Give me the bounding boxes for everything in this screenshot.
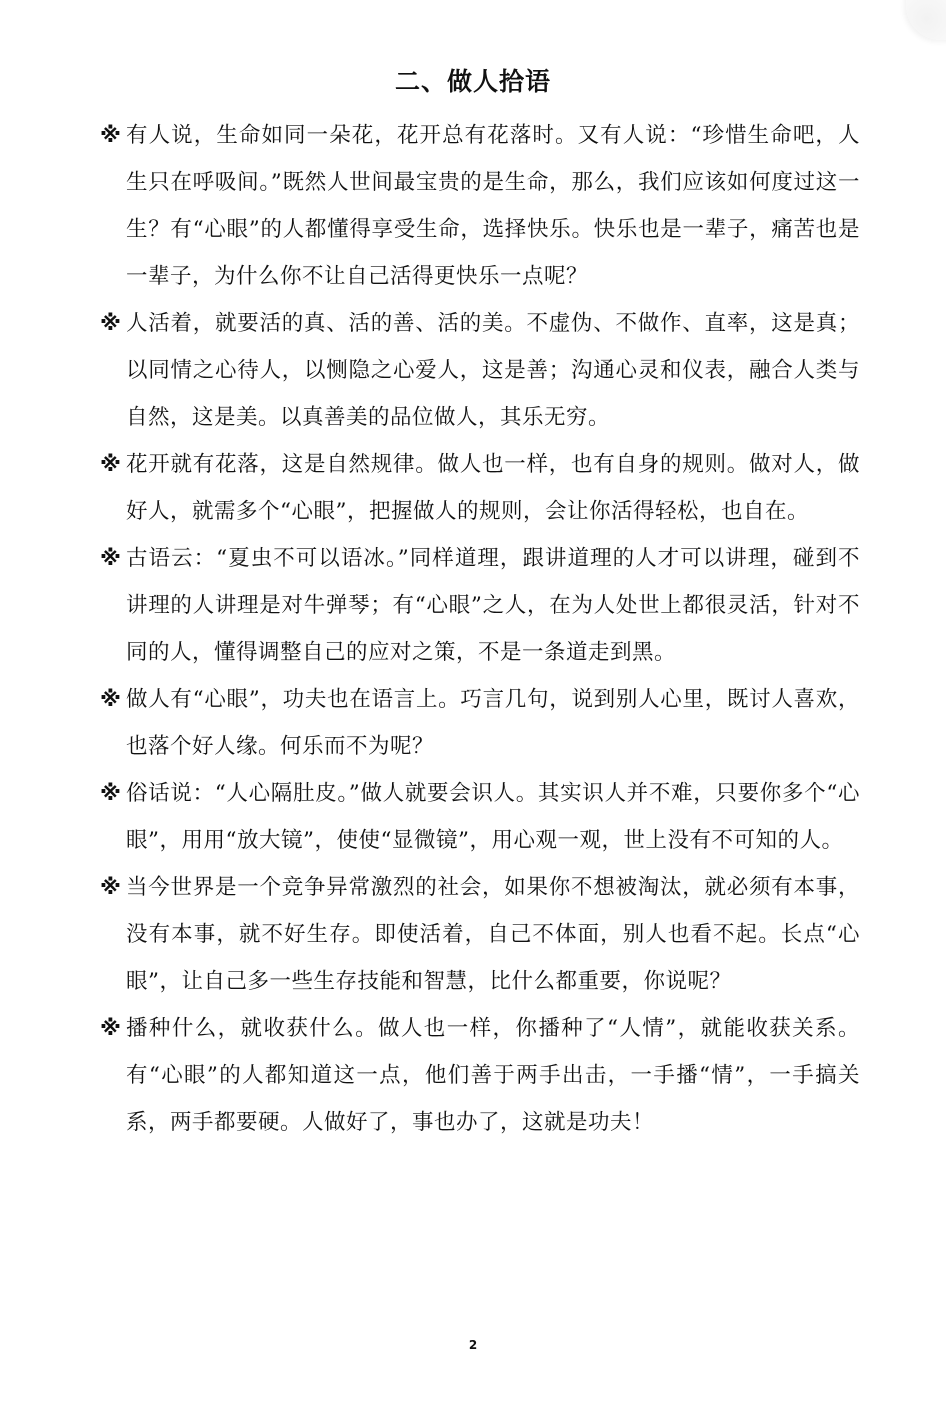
paragraph-6 (100, 770, 860, 864)
reference-mark-icon: ※ (100, 875, 122, 900)
paragraph-8 (100, 1005, 860, 1146)
paragraph-text: 做人有“心眼”，功夫也在语言上。巧言几句，说到别人心里，既讨人喜欢，也落个好人缘。何乐而不为呢？ (126, 687, 860, 759)
paragraph-4 (100, 535, 860, 676)
reference-mark-icon: ※ (100, 781, 122, 806)
paragraph-text: 播种什么，就收获什么。做人也一样，你播种了“人情”，就能收获关系。有“心眼”的人都知道这一点，他们善于两手出击，一手播“情”，一手搞关系，两手都要硬。人做好了，事也办了，这就是功夫！ (126, 1016, 860, 1135)
page-number: 2 (468, 1338, 478, 1352)
page-corner-shadow (906, 0, 946, 40)
page-title: 二、做人拾语 (394, 67, 551, 96)
reference-mark-icon: ※ (100, 311, 122, 336)
paragraph-2 (100, 300, 860, 441)
reference-mark-icon: ※ (100, 546, 122, 571)
reference-mark-icon: ※ (100, 687, 122, 712)
paragraph-text: 当今世界是一个竞争异常激烈的社会，如果你不想被淘汰，就必须有本事，没有本事，就不好生存。即使活着，自己不体面，别人也看不起。长点“心眼”，让自己多一些生存技能和智慧，比什么都重要，你说呢？ (126, 875, 860, 994)
document-body (100, 112, 860, 1146)
paragraph-text: 古语云：“夏虫不可以语冰。”同样道理，跟讲道理的人才可以讲理，碰到不讲理的人讲理是对牛弹琴；有“心眼”之人，在为人处世上都很灵活，针对不同的人，懂得调整自己的应对之策，不是一条道走到黑。 (126, 546, 860, 665)
paragraph-1 (100, 112, 860, 300)
paragraph-text: 有人说，生命如同一朵花，花开总有花落时。又有人说：“珍惜生命吧，人生只在呼吸间。”既然人世间最宝贵的是生命，那么，我们应该如何度过这一生？有“心眼”的人都懂得享受生命，选择快乐。快乐也是一辈子，痛苦也是一辈子，为什么你不让自己活得更快乐一点呢？ (126, 123, 860, 289)
paragraph-5 (100, 676, 860, 770)
paragraph-text: 人活着，就要活的真、活的善、活的美。不虚伪、不做作、直率，这是真；以同情之心待人，以恻隐之心爱人，这是善；沟通心灵和仪表，融合人类与自然，这是美。以真善美的品位做人，其乐无穷。 (126, 311, 860, 430)
reference-mark-icon: ※ (100, 1016, 122, 1041)
paragraph-text: 俗话说：“人心隔肚皮。”做人就要会识人。其实识人并不难，只要你多个“心眼”，用用“放大镜”，使使“显微镜”，用心观一观，世上没有不可知的人。 (126, 781, 860, 853)
paragraph-text: 花开就有花落，这是自然规律。做人也一样，也有自身的规则。做对人，做好人，就需多个“心眼”，把握做人的规则，会让你活得轻松，也自在。 (126, 452, 860, 524)
reference-mark-icon: ※ (100, 452, 122, 477)
paragraph-7 (100, 864, 860, 1005)
reference-mark-icon: ※ (100, 123, 122, 148)
paragraph-3 (100, 441, 860, 535)
